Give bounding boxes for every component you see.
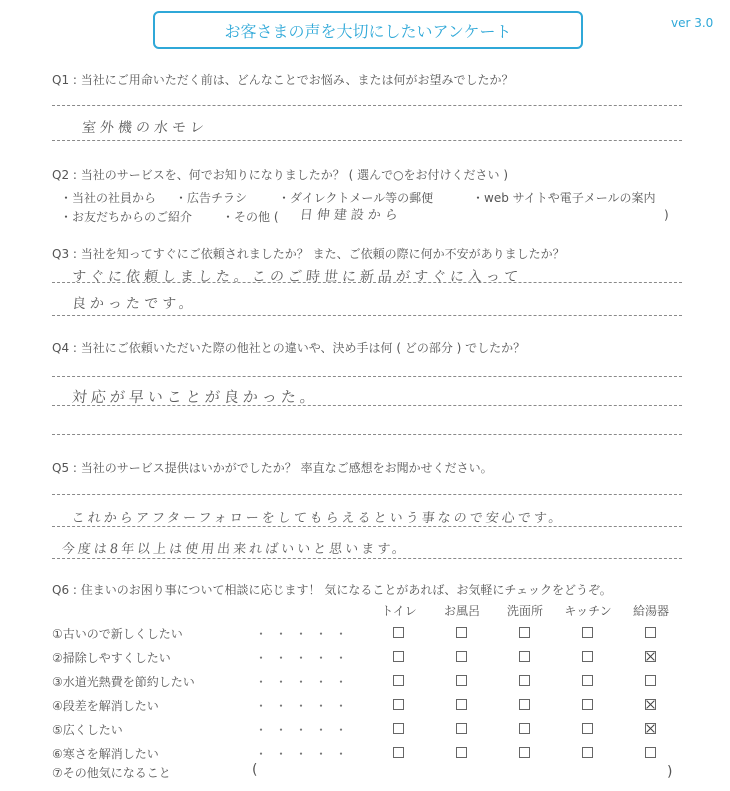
q6-other-label: ⑦その他気になること (52, 766, 171, 780)
checkbox-キッチン[interactable] (582, 627, 593, 638)
q2-option-website: ・web サイトや電子メールの案内 (472, 191, 656, 205)
q4-line-2 (52, 405, 682, 406)
q6-row-dots: ・・・・・ (255, 675, 356, 689)
q2-other-answer: 日伸建設から (299, 208, 403, 223)
col-washroom: 洗面所 (506, 604, 543, 618)
q4-line-1 (52, 376, 682, 377)
checkbox-お風呂[interactable] (456, 699, 467, 710)
q6-row-label: ⑤広くしたい (52, 723, 123, 737)
q6-row-label: ③水道光熱費を節約したい (52, 675, 195, 689)
q6-row-label: ④段差を解消したい (52, 699, 159, 713)
checkbox-給湯器[interactable] (645, 675, 656, 686)
checkbox-キッチン[interactable] (582, 651, 593, 662)
q4-answer: 対応が早いことが良かった。 (71, 388, 320, 406)
q6-other-close-paren: ) (667, 764, 673, 780)
q5-answer-line2: 今度は8年以上は使用出来ればいいと思います。 (61, 542, 409, 557)
q2-question: Q2 : 当社のサービスを、何でお知りになりましたか？ ( 選んで○をお付けください ) (52, 168, 509, 182)
checkbox-お風呂[interactable] (456, 723, 467, 734)
q6-row-dots: ・・・・・ (255, 747, 356, 761)
q1-line-bottom (52, 140, 682, 141)
checkbox-トイレ[interactable] (393, 627, 404, 638)
checkbox-給湯器[interactable] (645, 627, 656, 638)
q6-other-open-paren: ( (252, 762, 258, 778)
checkbox-お風呂[interactable] (456, 651, 467, 662)
checkbox-お風呂[interactable] (456, 627, 467, 638)
q2-option-other: ・その他 ( (222, 210, 279, 224)
q4-question: Q4 : 当社にご依頼いただいた際の他社との違いや、決め手は何 ( どの部分 ) でしたか？ (52, 341, 526, 355)
survey-title (153, 11, 583, 49)
checkbox-洗面所[interactable] (519, 723, 530, 734)
q5-line-2 (52, 526, 682, 527)
q6-row-label: ②掃除しやすくしたい (52, 651, 171, 665)
q5-question: Q5 : 当社のサービス提供はいかがでしたか？ 率直なご感想をお聞かせください。 (52, 461, 493, 475)
q3-line-2 (52, 315, 682, 316)
q3-question: Q3 : 当社を知ってすぐにご依頼されましたか？ また、ご依頼の際に何か不安がありましたか？ (52, 247, 565, 261)
q3-answer-line1: すぐに依頼しました。このご時世に新品がすぐに入って (71, 269, 523, 285)
q5-answer-line1: これからアフターフォローをしてもらえるという事なので安心です。 (71, 511, 566, 526)
q5-line-1 (52, 494, 682, 495)
checkbox-洗面所[interactable] (519, 651, 530, 662)
checkbox-洗面所[interactable] (519, 699, 530, 710)
q2-close-paren: ) (664, 208, 669, 222)
checkbox-洗面所[interactable] (519, 627, 530, 638)
checkbox-キッチン[interactable] (582, 699, 593, 710)
checkbox-給湯器[interactable] (645, 699, 656, 710)
checkbox-洗面所[interactable] (519, 747, 530, 758)
survey-title-text: お客さまの声を大切にしたいアンケート (224, 21, 512, 41)
q6-row-label: ①古いので新しくしたい (52, 627, 183, 641)
q3-answer-line2: 良かったです。 (71, 296, 198, 312)
q4-line-3 (52, 434, 682, 435)
checkbox-給湯器[interactable] (645, 747, 656, 758)
checkbox-キッチン[interactable] (582, 747, 593, 758)
q6-row-dots: ・・・・・ (255, 627, 356, 641)
q3-line-1 (52, 282, 682, 283)
checkbox-トイレ[interactable] (393, 675, 404, 686)
checkbox-トイレ[interactable] (393, 747, 404, 758)
col-kitchen: キッチン (564, 604, 612, 618)
q2-option-direct-mail: ・ダイレクトメール等の郵便 (278, 191, 434, 205)
version-label: ver 3.0 (671, 16, 714, 30)
col-toilet: トイレ (381, 604, 417, 618)
checkbox-トイレ[interactable] (393, 651, 404, 662)
q6-row-dots: ・・・・・ (255, 723, 356, 737)
q1-answer: 室外機の水モレ (81, 120, 209, 136)
checkbox-キッチン[interactable] (582, 723, 593, 734)
q6-row-dots: ・・・・・ (255, 699, 356, 713)
checkbox-お風呂[interactable] (456, 747, 467, 758)
checkbox-キッチン[interactable] (582, 675, 593, 686)
checkbox-給湯器[interactable] (645, 651, 656, 662)
q2-option-staff: ・当社の社員から (60, 191, 157, 205)
col-water-heater: 給湯器 (632, 604, 669, 618)
checkbox-給湯器[interactable] (645, 723, 656, 734)
q6-question: Q6 : 住まいのお困り事について相談に応じます！ 気になることがあれば、お気軽にチェックをどうぞ。 (52, 583, 612, 597)
q1-line-top (52, 105, 682, 106)
checkbox-トイレ[interactable] (393, 699, 404, 710)
q6-row-label: ⑥寒さを解消したい (52, 747, 159, 761)
q2-option-flyer: ・広告チラシ (175, 191, 248, 205)
q5-line-3 (52, 558, 682, 559)
checkbox-お風呂[interactable] (456, 675, 467, 686)
q1-question: Q1 : 当社にご用命いただく前は、どんなことでお悩み、または何がお望みでしたか？ (52, 73, 514, 87)
q2-option-friend: ・お友だちからのご紹介 (60, 210, 193, 224)
col-bath: お風呂 (443, 604, 480, 618)
checkbox-洗面所[interactable] (519, 675, 530, 686)
checkbox-トイレ[interactable] (393, 723, 404, 734)
q6-row-dots: ・・・・・ (255, 651, 356, 665)
